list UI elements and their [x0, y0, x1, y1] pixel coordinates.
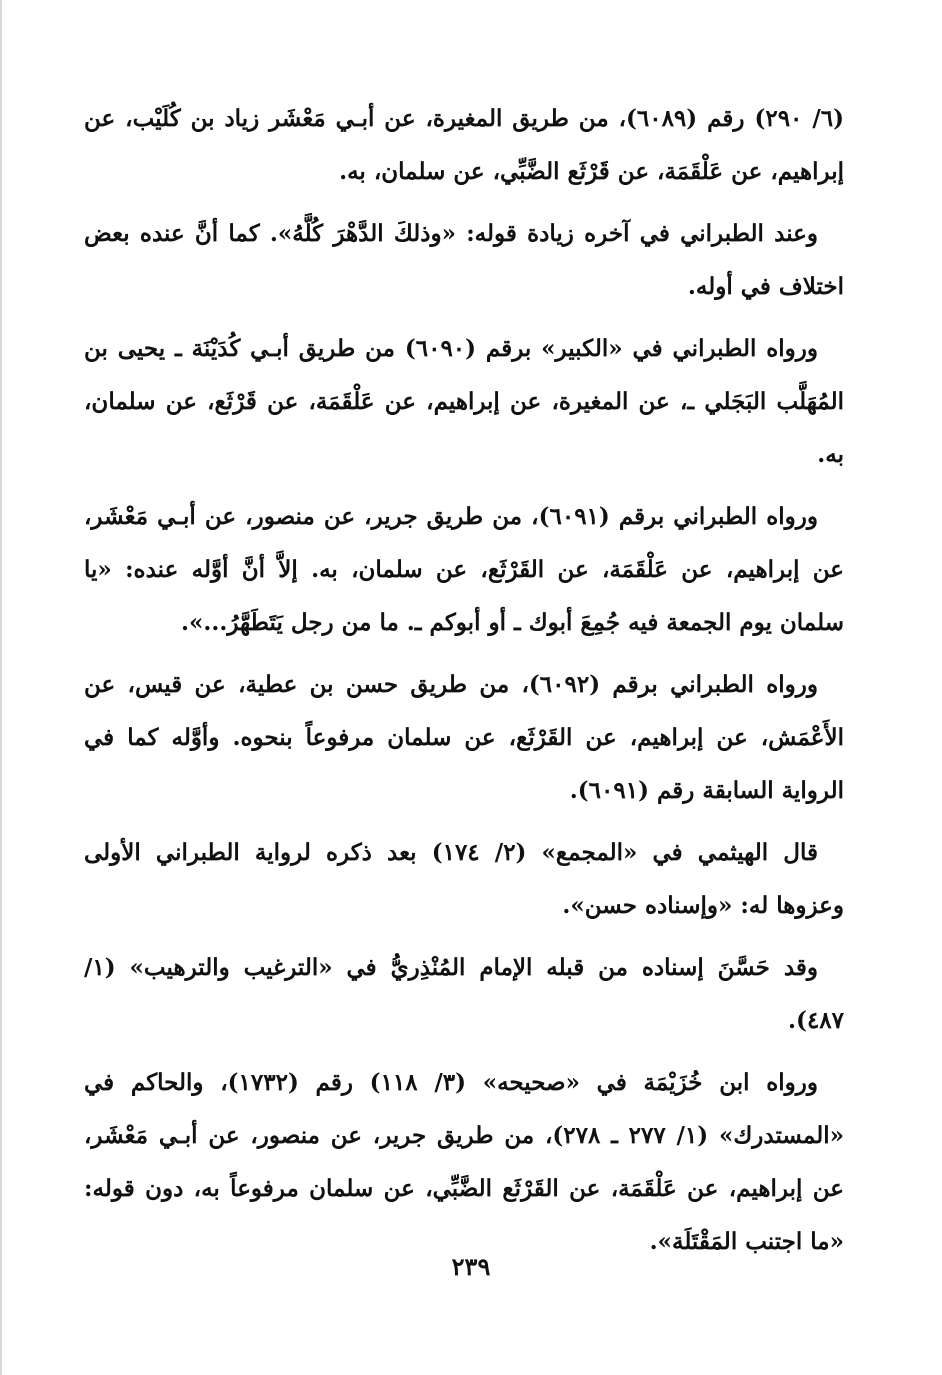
paragraph-7: وقد حَسَّنَ إسناده من قبله الإمام المُنْذِريُّ في «الترغيب والترهيب» (١/ ٤٨٧).	[84, 954, 844, 1034]
paragraph-1: (٦/ ٢٩٠) رقم (٦٠٨٩)، من طريق المغيرة، عن أبـي مَعْشَر زياد بن كُلَيْب، عن إبراهيم، عن عَلْقَمَة، عن قَرْثَع الضَّبِّي، عن سلمان، به.	[84, 105, 844, 185]
paragraph-2: وعند الطبراني في آخره زيادة قوله: «وذلكَ الدَّهْرَ كُلَّهُ». كما أنَّ عنده بعض اختلاف في أوله.	[84, 220, 844, 300]
paragraph-3: ورواه الطبراني في «الكبير» برقم (٦٠٩٠) من طريق أبـي كُدَيْنَة ـ يحيى بن المُهَلَّب البَجَلي ـ، عن المغيرة، عن إبراهيم، عن عَلْقَمَة، عن قَرْثَع، عن سلمان، به.	[84, 335, 844, 468]
paragraph-6: قال الهيثمي في «المجمع» (٢/ ١٧٤) بعد ذكره لرواية الطبراني الأولى وعزوها له: «وإسناده حسن».	[84, 839, 844, 919]
page-edge-line	[0, 0, 2, 1375]
paragraph-5: ورواه الطبراني برقم (٦٠٩٢)، من طريق حسن بن عطية، عن قيس، عن الأَعْمَش، عن إبراهيم، عن القَرْثَع، عن سلمان مرفوعاً بنحوه. وأوَّله كما في الرواية السابقة رقم (٦٠٩١).	[84, 671, 844, 804]
page-body	[84, 92, 844, 1277]
paragraph-4: ورواه الطبراني برقم (٦٠٩١)، من طريق جرير، عن منصور، عن أبـي مَعْشَر، عن إبراهيم، عن عَلْقَمَة، عن القَرْثَع، عن سلمان، به. إلاَّ أنَّ أوَّله عنده: «يا سلمان يوم الجمعة فيه جُمِعَ أبوك ـ أو أبوكم ـ. ما من رجل يَتَطَهَّرُ...».	[84, 503, 845, 636]
page-number: ٢٣٩	[451, 1252, 491, 1281]
paragraph-8: ورواه ابن خُزَيْمَة في «صحيحه» (٣/ ١١٨) رقم (١٧٣٢)، والحاكم في «المستدرك» (١/ ٢٧٧ ـ ٢٧٨)، من طريق جرير، عن منصور، عن أبـي مَعْشَر، عن إبراهيم، عن عَلْقَمَة، عن القَرْثَع الضَّبِّي، عن سلمان مرفوعاً به، دون قوله: «ما اجتنب المَقْتَلَة».	[84, 1069, 844, 1255]
